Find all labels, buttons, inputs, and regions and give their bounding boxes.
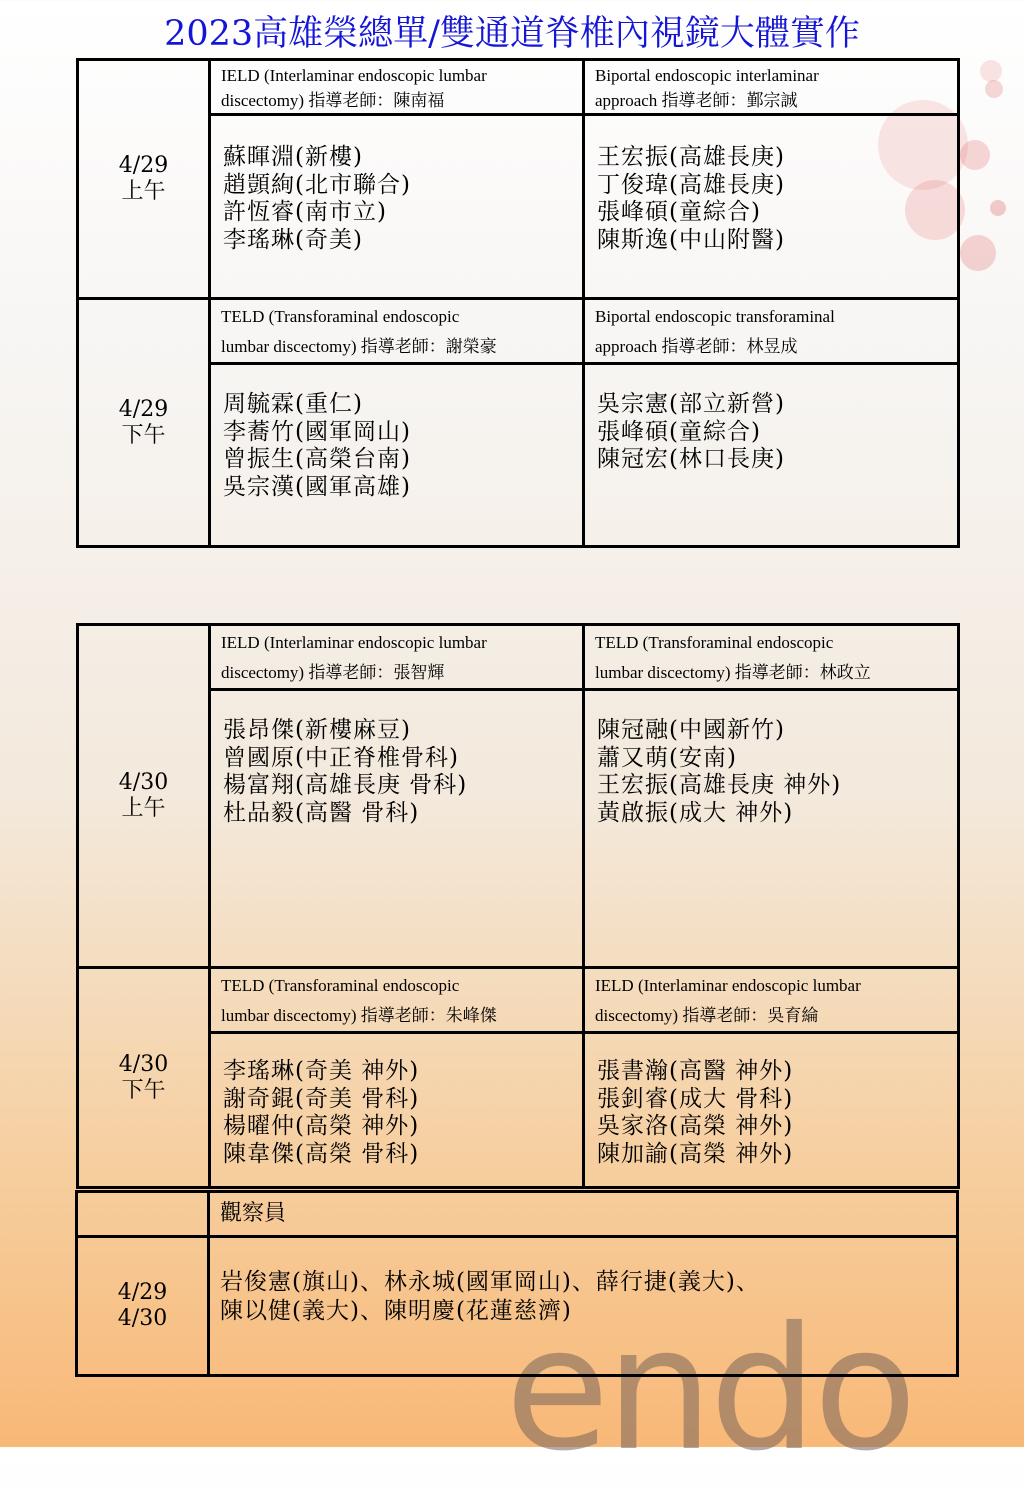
participant-name: 李蕎竹(國軍岡山) — [223, 418, 411, 445]
participant-name: 周毓霖(重仁) — [223, 391, 363, 417]
participant-name: 張峰碩(童綜合) — [597, 418, 761, 445]
participant-name: 李瑤琳(奇美) — [223, 226, 363, 253]
participant-name: 許恆睿(南市立) — [223, 199, 387, 225]
participant-name: 黃啟振(成大 神外) — [597, 799, 794, 826]
session-header — [210, 299, 584, 364]
session-header-line: TELD (Transforaminal endoscopic — [221, 307, 460, 326]
period-label: 下午 — [121, 1077, 166, 1103]
session-header-line: IELD (Interlaminar endoscopic lumbar — [595, 976, 861, 995]
session-header-line: TELD (Transforaminal endoscopic — [221, 976, 460, 995]
participant-name: 張釗睿(成大 骨科) — [597, 1085, 794, 1112]
participant-list — [584, 1033, 959, 1188]
session-header-line: TELD (Transforaminal endoscopic — [595, 633, 834, 652]
participant-list — [210, 690, 584, 968]
schedule-table-0429 — [76, 58, 960, 548]
empty-cell — [77, 1192, 209, 1237]
participant-name: 陳斯逸(中山附醫) — [597, 226, 785, 253]
session-header-line: IELD (Interlaminar endoscopic lumbar — [221, 66, 487, 85]
participant-name: 張峰碩(童綜合) — [597, 199, 761, 225]
session-header-line: discectomy) 指導老師：陳南福 — [221, 91, 445, 110]
participant-name: 張昂傑(新樓麻豆) — [223, 717, 411, 743]
date-cell — [78, 60, 210, 299]
session-header — [584, 299, 959, 364]
session-header — [210, 968, 584, 1033]
date-label: 4/30 — [118, 1051, 169, 1077]
participant-name: 楊曜仲(高榮 神外) — [223, 1113, 420, 1139]
date-label: 4/29 — [118, 153, 169, 178]
participant-name: 曾國原(中正脊椎骨科) — [223, 744, 459, 771]
page-title: 2023高雄榮總單/雙通道脊椎內視鏡大體實作 — [164, 14, 860, 54]
session-header-line: Biportal endoscopic interlaminar — [595, 66, 819, 85]
date-label: 4/29 — [117, 1280, 168, 1305]
participant-name: 王宏振(高雄長庚) — [597, 144, 785, 170]
decor-circle — [960, 140, 990, 170]
period-label: 上午 — [121, 179, 166, 204]
session-header — [584, 60, 959, 115]
participant-name: 蕭又萌(安南) — [597, 744, 737, 771]
session-header-line: approach 指導老師：鄞宗誠 — [595, 91, 798, 110]
participant-name: 李瑤琳(奇美 神外) — [223, 1058, 420, 1084]
date-cell — [78, 625, 210, 968]
participant-name: 王宏振(高雄長庚 神外) — [597, 772, 842, 798]
decor-circle — [960, 235, 996, 271]
session-header — [210, 625, 584, 690]
participant-name: 蘇暉淵(新樓) — [223, 144, 363, 170]
participant-name: 張書瀚(高醫 神外) — [597, 1058, 794, 1084]
participant-name: 趙顗絢(北市聯合) — [223, 171, 411, 198]
participant-name: 吳宗漢(國軍高雄) — [223, 473, 411, 500]
session-header-line: IELD (Interlaminar endoscopic lumbar — [221, 633, 487, 652]
participant-name: 謝奇錕(奇美 骨科) — [223, 1085, 420, 1112]
participant-name: 陳韋傑(高榮 骨科) — [223, 1140, 420, 1167]
observers-header-cell — [209, 1192, 958, 1237]
schedule-table-0430 — [76, 623, 960, 1189]
date-cell — [78, 968, 210, 1188]
participant-list — [210, 364, 584, 547]
session-header-line: discectomy) 指導老師：張智輝 — [221, 663, 445, 682]
participant-list — [584, 115, 959, 299]
date-cell — [77, 1237, 209, 1376]
date-label: 4/30 — [117, 1306, 168, 1331]
date-cell — [78, 299, 210, 547]
period-label: 上午 — [121, 796, 166, 821]
participant-name: 吳家洛(高榮 神外) — [597, 1113, 794, 1139]
participant-list — [584, 690, 959, 968]
participant-list — [584, 364, 959, 547]
participant-name: 吳宗憲(部立新營) — [597, 391, 785, 417]
session-header-line: Biportal endoscopic transforaminal — [595, 307, 835, 326]
period-label: 下午 — [121, 422, 166, 448]
participant-name: 楊富翔(高雄長庚 骨科) — [223, 772, 468, 798]
participant-list — [210, 1033, 584, 1188]
session-header-line: lumbar discectomy) 指導老師：朱峰傑 — [221, 1006, 497, 1025]
decor-circle — [985, 80, 1003, 98]
date-label: 4/29 — [118, 396, 169, 422]
session-header-line: lumbar discectomy) 指導老師：謝榮豪 — [221, 337, 497, 356]
participant-name: 陳冠宏(林口長庚) — [597, 446, 785, 472]
session-header-line: approach 指導老師：林昱成 — [595, 337, 798, 356]
participant-name: 曾振生(高榮台南) — [223, 446, 411, 472]
participant-name: 陳加諭(高榮 神外) — [597, 1140, 794, 1167]
session-header-line: lumbar discectomy) 指導老師：林政立 — [595, 663, 871, 682]
decor-circle — [980, 60, 1002, 82]
participant-list — [210, 115, 584, 299]
session-header — [584, 968, 959, 1033]
participant-name: 杜品毅(高醫 骨科) — [223, 799, 420, 826]
observers-header: 觀察員 — [220, 1201, 287, 1226]
participant-name: 丁俊瑋(高雄長庚) — [597, 171, 785, 198]
observers-line: 岩俊憲(旗山)、林永城(國軍岡山)、薛行捷(義大)、 — [220, 1269, 760, 1295]
endo-logo: endo — [505, 1291, 914, 1489]
observers-line: 陳以健(義大)、陳明慶(花蓮慈濟) — [220, 1298, 572, 1324]
observers-table — [75, 1190, 959, 1377]
decor-circle — [990, 200, 1006, 216]
session-header — [210, 60, 584, 115]
session-header — [584, 625, 959, 690]
participant-name: 陳冠融(中國新竹) — [597, 717, 785, 743]
session-header-line: discectomy) 指導老師：吳育綸 — [595, 1006, 819, 1025]
date-label: 4/30 — [118, 770, 169, 795]
observers-list — [209, 1237, 958, 1376]
